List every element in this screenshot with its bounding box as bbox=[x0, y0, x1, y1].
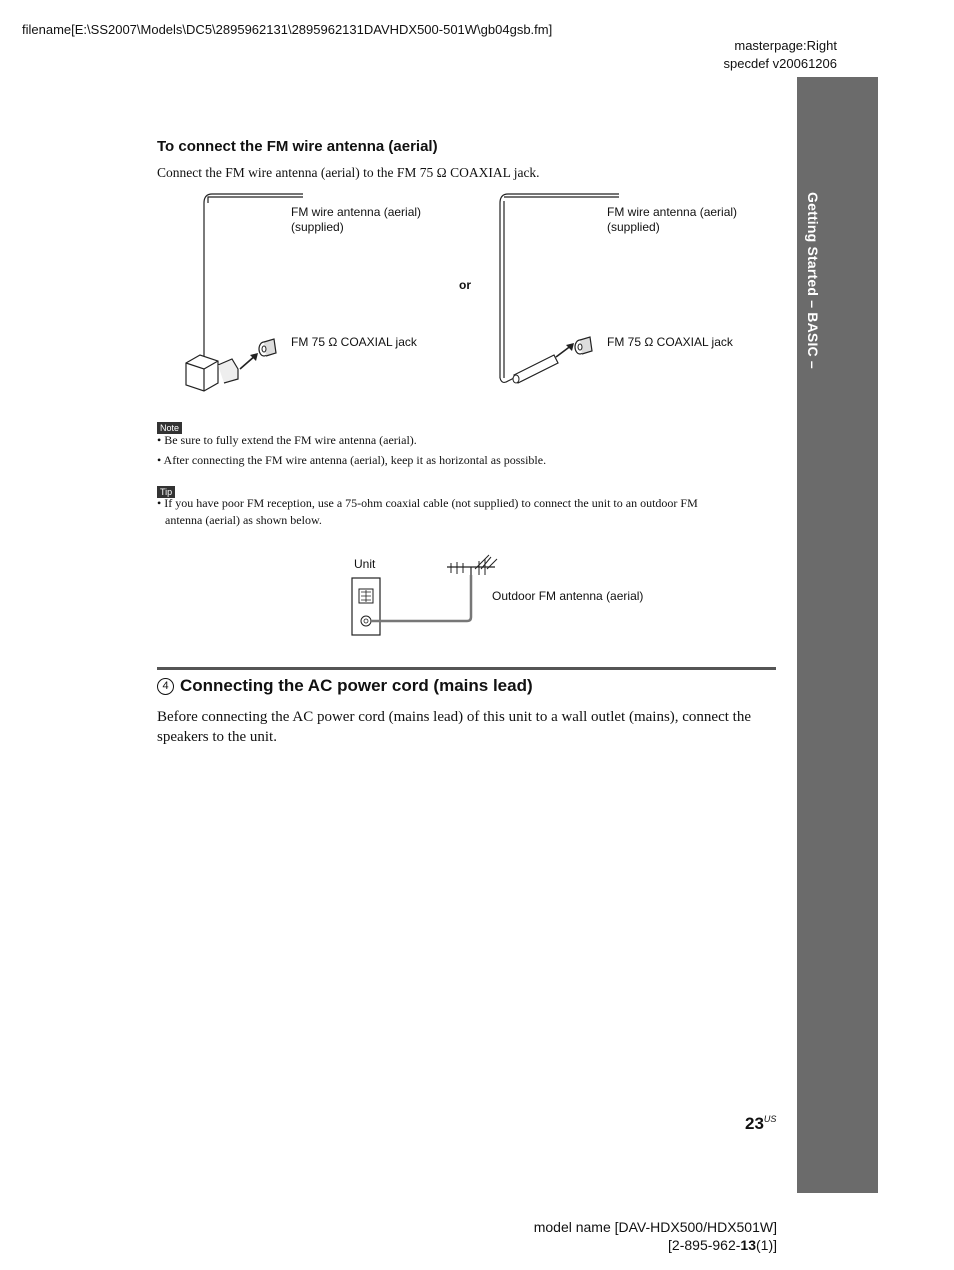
or-label: or bbox=[459, 278, 471, 292]
tip-badge-label: Tip bbox=[157, 486, 175, 498]
ac-section-heading bbox=[157, 676, 533, 696]
right-antenna-label: FM wire antenna (aerial) bbox=[607, 205, 738, 219]
note-item-2: • After connecting the FM wire antenna (aerial), keep it as horizontal as possible. bbox=[157, 453, 547, 467]
outdoor-antenna-label: Outdoor FM antenna (aerial) bbox=[492, 589, 644, 603]
right-antenna-sub: (supplied) bbox=[607, 220, 660, 234]
left-jack-label: FM 75 Ω COAXIAL jack bbox=[291, 335, 417, 349]
ac-section-title: Connecting the AC power cord (mains lead) bbox=[180, 676, 533, 695]
filename-header: filename[E:\SS2007\Models\DC5\2895962131\2895962131DAVHDX500-501W\gb04gsb.fm] bbox=[22, 22, 553, 37]
fm-section-heading: To connect the FM wire antenna (aerial) bbox=[157, 138, 438, 155]
footer-part-number bbox=[668, 1237, 777, 1254]
footer-part-suffix: (1)] bbox=[756, 1237, 777, 1253]
section-divider bbox=[157, 667, 776, 670]
tip-line-2: antenna (aerial) as shown below. bbox=[165, 513, 322, 527]
step-number-badge: 4 bbox=[157, 678, 174, 695]
unit-label: Unit bbox=[354, 557, 376, 571]
footer-model-name: model name [DAV-HDX500/HDX501W] bbox=[533, 1219, 777, 1235]
side-tab-label: Getting Started – BASIC – bbox=[805, 192, 821, 369]
note-item-1: • Be sure to fully extend the FM wire antenna (aerial). bbox=[157, 433, 417, 447]
tip-line-1: • If you have poor FM reception, use a 75-ohm coaxial cable (not supplied) to connect the unit to an outdoor FM bbox=[157, 496, 698, 510]
specdef-label: specdef v20061206 bbox=[723, 56, 837, 71]
footer-part-bold: 13 bbox=[740, 1237, 756, 1253]
side-section-tab bbox=[797, 77, 878, 1193]
footer-part-prefix: [2-895-962- bbox=[668, 1237, 741, 1253]
ac-section-body-2: speakers to the unit. bbox=[157, 729, 277, 745]
fm-section-intro: Connect the FM wire antenna (aerial) to the FM 75 Ω COAXIAL jack. bbox=[157, 165, 540, 180]
note-badge-label: Note bbox=[157, 422, 182, 434]
masterpage-label: masterpage:Right bbox=[734, 38, 837, 53]
ac-section-body-1: Before connecting the AC power cord (mains lead) of this unit to a wall outlet (mains), connect the bbox=[157, 709, 751, 725]
page-number-value: 23 bbox=[745, 1114, 764, 1133]
page-number bbox=[745, 1114, 776, 1134]
left-antenna-label: FM wire antenna (aerial) bbox=[291, 205, 422, 219]
left-antenna-sub: (supplied) bbox=[291, 220, 344, 234]
page-number-suffix: US bbox=[763, 1114, 777, 1124]
right-jack-label: FM 75 Ω COAXIAL jack bbox=[607, 335, 733, 349]
